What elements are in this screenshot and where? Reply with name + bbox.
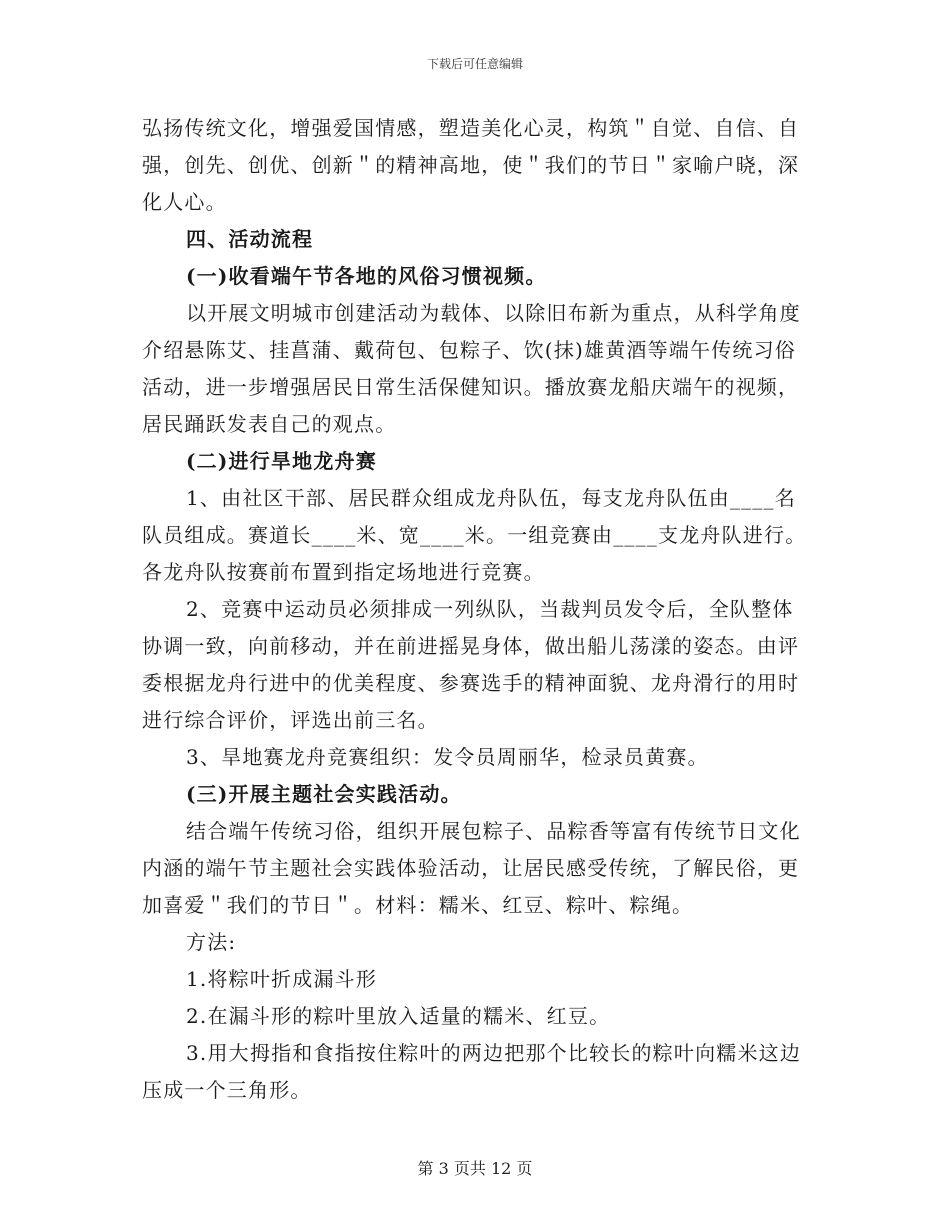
document-body: [142, 110, 810, 1109]
page-header: 下载后可任意编辑: [426, 57, 523, 71]
subheading-social-practice: (三)开展主题社会实践活动。: [186, 782, 462, 806]
paragraph-method-step-2: 2.在漏斗形的粽叶里放入适量的糯米、红豆。: [186, 1004, 611, 1028]
paragraph-watch-videos: 以开展文明城市创建活动为载体、以除旧布新为重点，从科学角度介绍悬陈艾、挂菖蒲、戴荷包、包粽子、饮(抹)雄黄酒等端午传统习俗活动，进一步增强居民日常生活保健知识。播放赛龙船庆端午的视频，居民踊跃发表自己的观点。: [142, 301, 801, 436]
section-heading-activity-flow: 四、活动流程: [186, 227, 314, 251]
subheading-dragon-boat-race: (二)进行旱地龙舟赛: [186, 449, 377, 473]
subheading-watch-videos: (一)收看端午节各地的风俗习惯视频。: [186, 264, 547, 288]
paragraph-intro-continuation: 弘扬传统文化，增强爱国情感，塑造美化心灵，构筑＂自觉、自信、自强，创先、创优、创新＂的精神高地，使＂我们的节日＂家喻户晓，深化人心。: [142, 116, 800, 214]
paragraph-race-item-2: 2、竞赛中运动员必须排成一列纵队，当裁判员发令后，全队整体协调一致，向前移动，并在前进摇晃身体，做出船儿荡漾的姿态。由评委根据龙舟行进中的优美程度、参赛选手的精神面貌、龙舟滑行的用时进行综合评价，评选出前三名。: [142, 597, 800, 732]
paragraph-method-step-3: 3.用大拇指和食指按住粽叶的两边把那个比较长的粽叶向糯米这边压成一个三角形。: [142, 1041, 802, 1102]
page-footer: 第 3 页共 12 页: [417, 1159, 533, 1178]
paragraph-race-item-1: 1、由社区干部、居民群众组成龙舟队伍，每支龙舟队伍由____名队员组成。赛道长____米、宽____米。一组竞赛由____支龙舟队进行。各龙舟队按赛前布置到指定场地进行竞赛。: [142, 486, 807, 584]
paragraph-race-item-3: 3、旱地赛龙舟竞赛组织：发令员周丽华，检录员黄赛。: [186, 745, 709, 769]
paragraph-social-practice: 结合端午传统习俗，组织开展包粽子、品粽香等富有传统节日文化内涵的端午节主题社会实践体验活动，让居民感受传统，了解民俗，更加喜爱＂我们的节日＂。材料：糯米、红豆、粽叶、粽绳。: [142, 819, 801, 917]
paragraph-method-step-1: 1.将粽叶折成漏斗形: [186, 967, 378, 991]
paragraph-method-label: 方法:: [186, 930, 237, 954]
